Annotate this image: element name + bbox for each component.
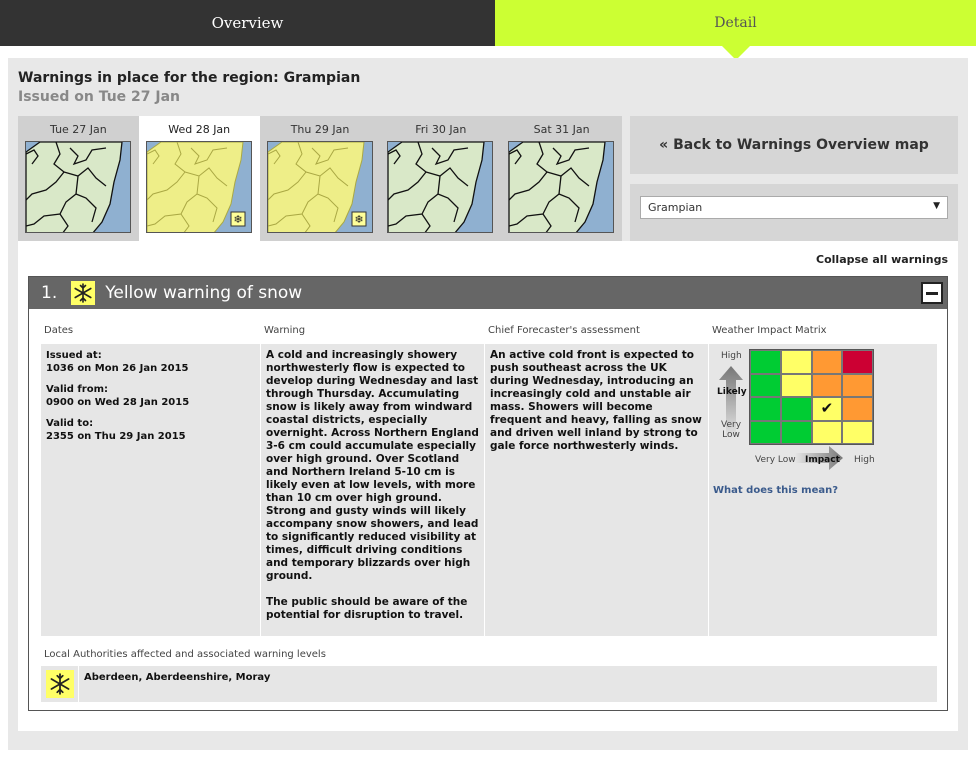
day-tab-label: Wed 28 Jan <box>168 123 231 136</box>
matrix-x-high: High <box>854 455 875 465</box>
region-map-thumbnail <box>508 141 614 233</box>
tab-overview[interactable]: Overview <box>0 0 495 46</box>
matrix-y-very-low <box>721 420 741 440</box>
local-authorities-row <box>41 666 937 702</box>
issued-value: 1036 on Mon 26 Jan 2015 <box>46 363 189 374</box>
valid-to-value: 2355 on Thu 29 Jan 2015 <box>46 431 186 442</box>
matrix-cell-amber <box>812 374 843 398</box>
assessment-text: An active cold front is expected to push southeast across the UK during Wednesday, introducing an increasingly cold and unstable air mass. Showers will become frequent and heavy, falling as snow and driven well inland by strong to gale force northwesterly winds. <box>490 349 702 452</box>
svg-text:❄: ❄ <box>233 213 243 226</box>
warning-title: Yellow warning of snow <box>105 283 303 303</box>
matrix-x-impact: Impact <box>805 455 840 465</box>
region-select-value: Grampian <box>648 201 703 214</box>
minus-icon <box>926 292 938 295</box>
collapse-warning-button[interactable] <box>921 282 943 304</box>
snowflake-icon <box>46 670 74 698</box>
matrix-cell-green <box>781 397 812 421</box>
top-nav <box>0 0 976 46</box>
warnings-panel <box>18 241 958 731</box>
collapse-all-link[interactable]: Collapse all warnings <box>816 253 948 266</box>
region-map-thumbnail <box>267 141 373 233</box>
page-title: Warnings in place for the region: Grampian <box>18 70 361 86</box>
warning-details <box>41 344 937 636</box>
impact-matrix-column <box>709 344 937 636</box>
matrix-y-likely: Likely <box>717 387 747 397</box>
issued-label: Issued at: <box>46 350 102 361</box>
day-tab-label: Sat 31 Jan <box>533 123 590 136</box>
matrix-selected-check-icon: ✔ <box>812 397 843 421</box>
region-map-thumbnail <box>25 141 131 233</box>
assessment-column <box>485 344 709 636</box>
matrix-y-low: Low <box>722 430 740 440</box>
region-select[interactable] <box>640 196 948 219</box>
day-tab[interactable] <box>139 116 260 241</box>
local-icon-cell <box>41 666 79 702</box>
matrix-cell-green <box>781 421 812 445</box>
region-map-thumbnail <box>387 141 493 233</box>
day-tab-label: Fri 30 Jan <box>415 123 467 136</box>
region-map-thumbnail <box>146 141 252 233</box>
column-header-assessment: Chief Forecaster's assessment <box>488 325 640 336</box>
matrix-cell-yellow <box>781 350 812 374</box>
matrix-cell-yellow <box>781 374 812 398</box>
impact-matrix-grid <box>749 349 874 445</box>
day-tab[interactable] <box>380 116 501 241</box>
back-to-overview-button[interactable]: « Back to Warnings Overview map <box>630 116 958 174</box>
matrix-x-very-low: Very Low <box>755 455 796 465</box>
matrix-cell-amber <box>812 350 843 374</box>
matrix-cell-red <box>842 350 873 374</box>
dropdown-arrow-icon: ▼ <box>933 201 940 211</box>
matrix-cell-green <box>750 397 781 421</box>
matrix-cell-yellow <box>842 421 873 445</box>
day-tabs <box>18 116 622 241</box>
matrix-y-high: High <box>721 351 742 361</box>
tab-detail[interactable]: Detail <box>495 0 976 46</box>
what-does-this-mean-link[interactable]: What does this mean? <box>713 485 839 496</box>
warning-header[interactable] <box>29 277 947 309</box>
svg-text:❄: ❄ <box>353 213 364 226</box>
local-authorities-label: Local Authorities affected and associated warning levels <box>44 649 326 660</box>
matrix-cell-yellow <box>812 421 843 445</box>
column-header-warning: Warning <box>264 325 306 336</box>
column-header-matrix: Weather Impact Matrix <box>712 325 827 336</box>
matrix-cell-green <box>750 421 781 445</box>
warning-text-column <box>261 344 485 636</box>
valid-from-label: Valid from: <box>46 384 109 395</box>
valid-to-label: Valid to: <box>46 418 94 429</box>
day-tab-label: Thu 29 Jan <box>290 123 350 136</box>
region-select-container <box>630 184 958 241</box>
main-content <box>8 58 968 750</box>
warning-public-advice: The public should be aware of the potential for disruption to travel. <box>266 596 468 621</box>
matrix-cell-green <box>750 350 781 374</box>
column-header-dates: Dates <box>44 325 74 336</box>
issued-date: Issued on Tue 27 Jan <box>18 89 181 105</box>
warning-card <box>28 276 948 711</box>
day-tab[interactable] <box>260 116 381 241</box>
matrix-cell-amber <box>842 374 873 398</box>
warning-number: 1. <box>41 283 58 303</box>
matrix-y-very: Very <box>721 420 742 430</box>
local-authorities-list: Aberdeen, Aberdeenshire, Moray <box>84 672 271 683</box>
day-tab[interactable] <box>18 116 139 241</box>
dates-column <box>41 344 261 636</box>
day-tab-label: Tue 27 Jan <box>50 123 107 136</box>
warning-text: A cold and increasingly showery northwesterly flow is expected to develop during Wednesday and last through Thursday. Accumulating snow is likely away from windward coastal districts, especially overnight. Across Northern England 3-6 cm could accumulate especially over high ground. Over Scotland and Northern Ireland 5-10 cm is likely even at low levels, with more than 10 cm over high ground. Strong and gusty winds will likely accompany snow showers, and lead to significantly reduced visibility at times, difficult driving conditions and temporary blizzards over high ground. <box>266 349 479 582</box>
matrix-cell-green <box>750 374 781 398</box>
valid-from-value: 0900 on Wed 28 Jan 2015 <box>46 397 190 408</box>
matrix-cell-amber <box>842 397 873 421</box>
day-tab[interactable] <box>501 116 622 241</box>
snowflake-icon <box>71 281 95 305</box>
